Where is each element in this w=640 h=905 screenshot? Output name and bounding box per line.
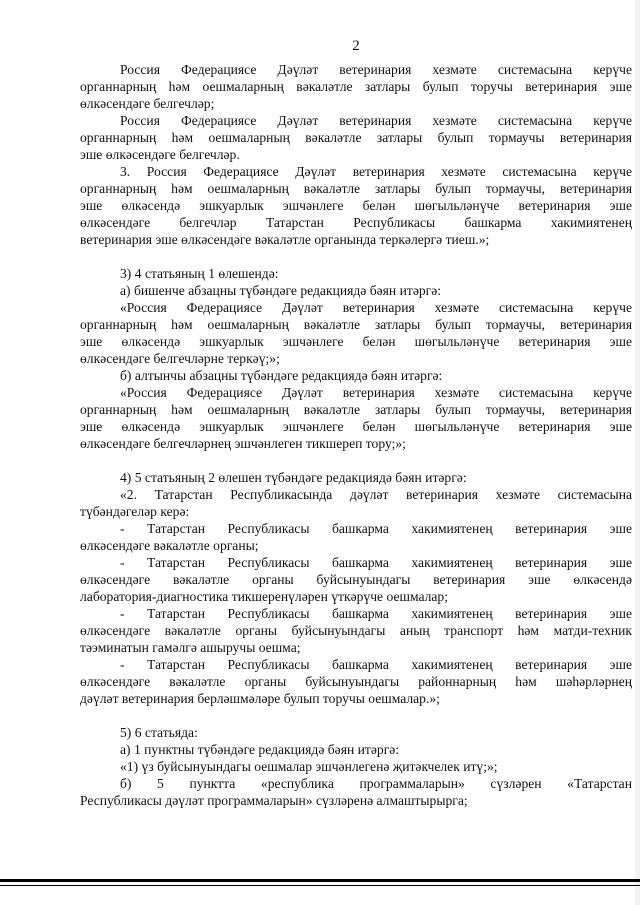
paragraph — [80, 265, 632, 282]
paragraph — [80, 384, 632, 452]
text-line: өлкәсендәге вәкаләтле органы буйсынуындагы районнарның һәм шәһәрләрнең — [80, 674, 632, 689]
page-number: 2 — [352, 38, 360, 54]
text-line: өлкәсендәге вәкаләтле органы буйсынуындагы аның транспорт һәм матди-техник — [80, 623, 632, 638]
text-line: эше өлкәсендә эшкуарлык эшчәнлеге белән шөгыльләнүче ветеринария эше — [80, 198, 632, 213]
text-line: 4) 5 статьяның 2 өлешен түбәндәге редакциядә бәян итәргә: — [120, 470, 467, 485]
text-line: өлкәсендәге белгечләрне теркәү;»; — [80, 351, 280, 366]
text-line: б) алтынчы абзацны түбәндәге редакциядә бәян итәргә: — [120, 368, 443, 383]
paragraph — [80, 605, 632, 656]
text-line: дәүләт ветеринария берләшмәләре булып торучы оешмалар.»; — [80, 691, 440, 706]
text-line: өлкәсендәге белгечләр Татарстан Республикасы башкарма хакимиятенең — [80, 215, 632, 230]
text-line: органнарның һәм оешмаларның вәкаләтле затлары булып тормаучы, ветеринария — [80, 181, 632, 196]
text-line: «Россия Федерациясе Дәүләт ветеринария хезмәте системасына керүче — [120, 385, 632, 400]
text-line: өлкәсендәге вәкаләтле органы буйсынуындагы ветеринария эше өлкәсендә — [80, 572, 632, 587]
paragraph — [80, 758, 632, 775]
text-line: Россия Федерациясе Дәүләт ветеринария хезмәте системасына керүче — [120, 62, 632, 77]
paragraph — [80, 112, 632, 163]
page-bottom-rule — [0, 879, 640, 882]
text-line: органнарның һәм оешмаларның вәкаләтле затлары булып торучы ветеринария эше — [80, 79, 632, 94]
paragraph — [80, 775, 632, 809]
text-line: өлкәсендәге вәкаләтле органы; — [80, 538, 259, 553]
text-line: органнарның һәм оешмаларның вәкаләтле затлары булып тормаучы, ветеринария — [80, 317, 632, 332]
text-line: - Татарстан Республикасы башкарма хакимиятенең ветеринария эше — [120, 555, 632, 570]
text-line: 3. Россия Федерациясе Дәүләт ветеринария хезмәте системасына керүче — [120, 164, 632, 179]
page-bottom-rule-thin — [0, 885, 640, 886]
text-line: - Татарстан Республикасы башкарма хакимиятенең ветеринария эше — [120, 606, 632, 621]
paragraph — [80, 299, 632, 367]
paragraph — [80, 486, 632, 520]
text-line: Россия Федерациясе Дәүләт ветеринария хезмәте системасына керүче — [120, 113, 632, 128]
text-line: тәэминатын гамәлгә ашыручы оешма; — [80, 640, 301, 655]
text-line: түбәндәгеләр керә: — [80, 504, 190, 519]
text-line: 5) 6 статьяда: — [120, 725, 198, 740]
text-line: «Россия Федерациясе Дәүләт ветеринария хезмәте системасына керүче — [120, 300, 632, 315]
paragraph — [80, 520, 632, 554]
text-line: лаборатория-диагностика тикшеренүләрен үткәрүче оешмалар; — [80, 589, 449, 604]
document-body — [80, 61, 632, 809]
text-line: ветеринария эше өлкәсендәге вәкаләтле органында теркәлергә тиеш.»; — [80, 232, 490, 247]
paragraph — [80, 656, 632, 707]
text-line: а) 1 пунктны түбәндәге редакциядә бәян итәргә: — [120, 742, 400, 757]
text-line: - Татарстан Республикасы башкарма хакимиятенең ветеринария эше — [120, 657, 632, 672]
paragraph — [80, 367, 632, 384]
text-line: органнарның һәм оешмаларның вәкаләтле затлары булып тормаучы, ветеринария — [80, 402, 632, 417]
paragraph — [80, 61, 632, 112]
document-page — [80, 38, 632, 809]
text-line: - Татарстан Республикасы башкарма хакимиятенең ветеринария эше — [120, 521, 632, 536]
text-line: Республикасы дәүләт программаларын» сүзләренә алмаштырырга; — [80, 793, 468, 808]
paragraph-gap — [80, 452, 632, 469]
paragraph — [80, 469, 632, 486]
paragraph-gap — [80, 248, 632, 265]
page-edge — [635, 0, 640, 905]
text-line: эше өлкәсендә эшкуарлык эшчәнлеге белән шөгыльләнүче ветеринария эше — [80, 419, 632, 434]
text-line: «1) үз буйсынуындагы оешмалар эшчәнлегенә җитәкчелек итү;»; — [120, 759, 498, 774]
text-line: а) бишенче абзацны түбәндәге редакциядә бәян итәргә: — [120, 283, 442, 298]
text-line: эше өлкәсендә эшкуарлык эшчәнлеге белән шөгыльләнүче ветеринария эше — [80, 334, 632, 349]
paragraph — [80, 741, 632, 758]
paragraph — [80, 724, 632, 741]
text-line: б) 5 пунктта «республика программаларын» сүзләрен «Татарстан — [120, 776, 632, 791]
paragraph — [80, 282, 632, 299]
text-line: өлкәсендәге белгечләр; — [80, 96, 215, 111]
text-line: органнарның һәм оешмаларның вәкаләтле затлары булып тормаучы ветеринария — [80, 130, 632, 145]
text-line: эше өлкәсендәге белгечләр. — [80, 147, 240, 162]
text-line: 3) 4 статьяның 1 өлешендә: — [120, 266, 279, 281]
text-line: «2. Татарстан Республикасында дәүләт ветеринария хезмәте системасына — [120, 487, 632, 502]
paragraph — [80, 554, 632, 605]
paragraph-gap — [80, 707, 632, 724]
paragraph — [80, 163, 632, 248]
text-line: өлкәсендәге белгечләрнең эшчәнлеген тикшереп тору;»; — [80, 436, 406, 451]
